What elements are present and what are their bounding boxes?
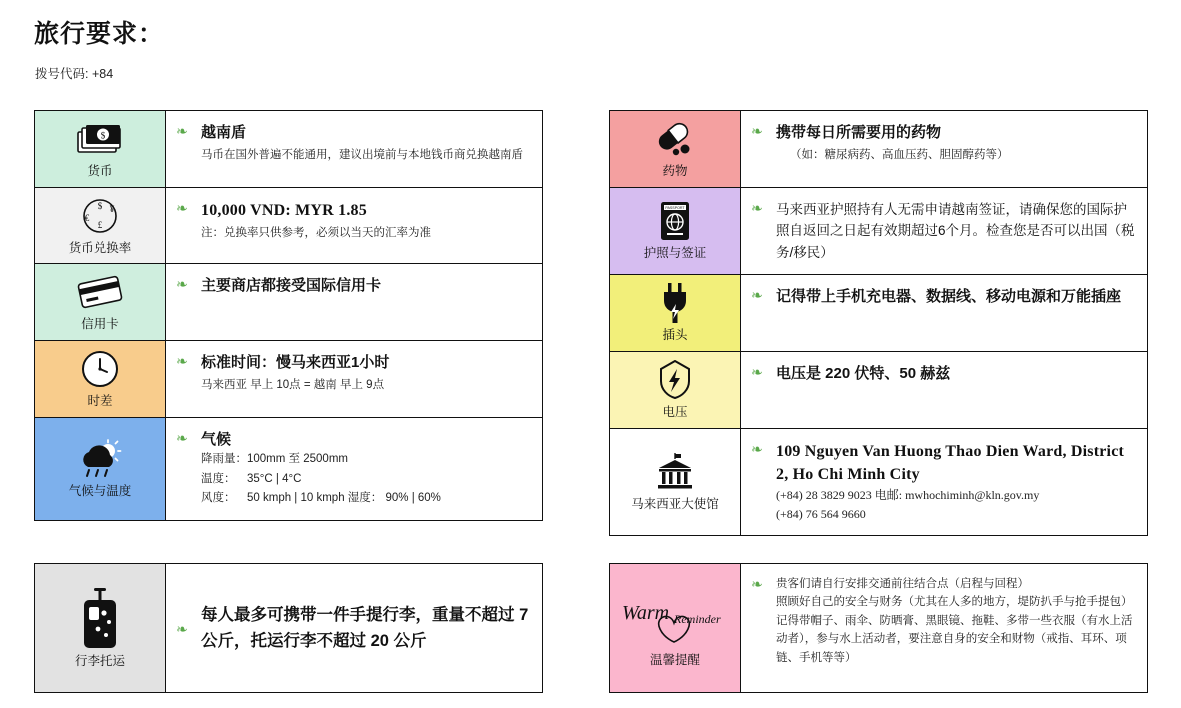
warm-reminder-line-1: 贵客们请自行安排交通前往结合点（启程与回程） bbox=[776, 578, 1029, 590]
content-passport bbox=[741, 188, 1147, 275]
content-warm-reminder bbox=[741, 564, 1147, 692]
content-medicine bbox=[741, 111, 1147, 187]
weather-temperature-key: 温度： bbox=[201, 472, 236, 485]
table-row-baggage bbox=[34, 563, 543, 693]
icon-label-weather: 气候与温度 bbox=[68, 483, 132, 498]
time-difference-headline: 标准时间：慢马来西亚1小时 bbox=[201, 353, 390, 371]
content-weather bbox=[166, 418, 542, 520]
weather-temperature-value: 35°C | 4°C bbox=[247, 472, 302, 485]
icon-label-currency: 货币 bbox=[87, 164, 113, 178]
icon-cell-credit-card bbox=[35, 264, 166, 340]
baggage-headline: 每人最多可携带一件手提行李，重量不超过 7 公斤，托运行李不超过 20 公斤 bbox=[201, 605, 529, 650]
weather-icon bbox=[74, 439, 126, 479]
leaf-icon: ❧ bbox=[751, 123, 763, 139]
leaf-icon: ❧ bbox=[176, 621, 188, 637]
svg-text:$: $ bbox=[97, 200, 103, 211]
plug-headline: 记得带上手机充电器、数据线、移动电源和万能插座 bbox=[776, 288, 1122, 306]
content-plug bbox=[741, 275, 1147, 351]
embassy-contact-2: (+84) 76 564 9660 bbox=[776, 507, 866, 522]
table-row-warm-reminder bbox=[609, 563, 1148, 693]
icon-cell-passport bbox=[610, 188, 741, 275]
icon-cell-plug bbox=[610, 275, 741, 351]
medicine-icon bbox=[652, 119, 698, 159]
svg-text:€: € bbox=[84, 212, 90, 223]
icon-cell-currency bbox=[35, 111, 166, 187]
table-row-plug bbox=[609, 274, 1148, 351]
table-row-currency bbox=[34, 110, 543, 187]
weather-wind-key: 风度： bbox=[201, 492, 236, 505]
warm-reminder-icon bbox=[616, 588, 734, 648]
leaf-icon: ❧ bbox=[176, 352, 188, 369]
dial-code-text: 拨号代码: +84 bbox=[35, 67, 114, 81]
icon-cell-time-difference bbox=[35, 341, 166, 417]
embassy-icon bbox=[653, 452, 697, 492]
warm-reminder-table bbox=[609, 563, 1148, 693]
exchange-rate-headline: 10,000 VND: MYR 1.85 bbox=[201, 201, 367, 219]
table-row-time-difference bbox=[34, 340, 543, 417]
page-title: 旅行要求： bbox=[34, 20, 165, 48]
table-row-voltage bbox=[609, 351, 1148, 428]
leaf-icon: ❧ bbox=[751, 440, 763, 457]
time-difference-sub: 马来西亚 早上 10点 = 越南 早上 9点 bbox=[201, 378, 385, 391]
leaf-icon: ❧ bbox=[751, 287, 763, 304]
svg-text:Reminder: Reminder bbox=[674, 612, 721, 627]
embassy-address: 109 Nguyen Van Huong Thao Dien Ward, District 2, Ho Chi Minh City bbox=[776, 442, 1125, 483]
icon-cell-voltage bbox=[610, 352, 741, 428]
leaf-icon: ❧ bbox=[751, 199, 763, 216]
leaf-icon: ❧ bbox=[176, 123, 188, 139]
baggage-table bbox=[34, 563, 543, 693]
voltage-headline: 电压是 220 伏特、50 赫兹 bbox=[776, 365, 951, 383]
currency-headline: 越南盾 bbox=[201, 124, 247, 141]
icon-cell-embassy bbox=[610, 429, 741, 536]
exchange-rate-sub: 注：兑换率只供参考，必须以当天的汇率为准 bbox=[201, 226, 431, 239]
leaf-icon: ❧ bbox=[751, 576, 763, 592]
content-currency bbox=[166, 111, 542, 187]
credit-card-headline: 主要商店都接受国际信用卡 bbox=[201, 277, 382, 295]
currency-exchange-icon bbox=[77, 196, 123, 236]
icon-label-credit-card: 信用卡 bbox=[81, 317, 119, 332]
voltage-icon bbox=[658, 360, 692, 400]
icon-cell-warm-reminder bbox=[610, 564, 741, 692]
left-column-table bbox=[34, 110, 543, 521]
leaf-icon: ❧ bbox=[176, 429, 188, 446]
weather-wind-value: 50 kmph | 10 kmph 湿度： 90% | 60% bbox=[247, 492, 441, 505]
table-row-embassy bbox=[609, 428, 1148, 537]
icon-label-exchange-rate: 货币兑换率 bbox=[68, 240, 132, 255]
icon-cell-exchange-rate bbox=[35, 188, 166, 264]
luggage-icon bbox=[78, 587, 122, 649]
table-row-medicine bbox=[609, 110, 1148, 187]
weather-rainfall-value: 100mm 至 2500mm bbox=[247, 453, 348, 466]
table-row-credit-card bbox=[34, 263, 543, 340]
passport-icon bbox=[658, 201, 692, 241]
weather-headline: 气候 bbox=[201, 430, 232, 448]
content-time-difference bbox=[166, 341, 542, 417]
svg-text:Warm: Warm bbox=[622, 602, 670, 625]
icon-label-plug: 插头 bbox=[662, 328, 688, 343]
money-icon bbox=[77, 119, 123, 159]
medicine-headline: 携带每日所需要用的药物 bbox=[776, 124, 942, 141]
passport-body: 马来西亚护照持有人无需申请越南签证，请确保您的国际护照自返回之日起有效期超过6个月。检查您是否可以出国（税务/移民） bbox=[776, 201, 1135, 260]
weather-wind-humidity bbox=[201, 489, 530, 509]
icon-cell-baggage bbox=[35, 564, 166, 692]
right-column-table bbox=[609, 110, 1148, 536]
icon-cell-medicine bbox=[610, 111, 741, 187]
table-row-passport bbox=[609, 187, 1148, 275]
leaf-icon: ❧ bbox=[176, 199, 188, 216]
table-row-weather bbox=[34, 417, 543, 521]
currency-sub: 马币在国外普遍不能通用，建议出境前与本地钱币商兑换越南盾 bbox=[201, 148, 523, 161]
weather-rainfall-key: 降雨量： bbox=[201, 453, 247, 466]
icon-label-warm-reminder: 温馨提醒 bbox=[649, 653, 700, 668]
table-row-exchange-rate bbox=[34, 187, 543, 264]
content-exchange-rate bbox=[166, 188, 542, 264]
icon-label-voltage: 电压 bbox=[662, 405, 688, 420]
icon-cell-weather bbox=[35, 418, 166, 520]
embassy-contact-1: (+84) 28 3829 9023 电邮: mwhochiminh@kln.gov.my bbox=[776, 488, 1040, 503]
leaf-icon: ❧ bbox=[751, 364, 763, 381]
clock-icon bbox=[79, 349, 121, 389]
weather-rainfall bbox=[201, 450, 530, 470]
svg-text:$: $ bbox=[100, 130, 106, 141]
svg-text:¥: ¥ bbox=[109, 203, 115, 214]
icon-label-baggage: 行李托运 bbox=[74, 654, 125, 669]
svg-text:£: £ bbox=[97, 219, 103, 230]
leaf-icon: ❧ bbox=[176, 276, 188, 293]
icon-label-passport: 护照与签证 bbox=[643, 246, 707, 261]
icon-label-medicine: 药物 bbox=[662, 164, 688, 178]
content-embassy bbox=[741, 429, 1147, 536]
svg-text:PASSPORT: PASSPORT bbox=[665, 206, 685, 211]
content-voltage bbox=[741, 352, 1147, 428]
content-credit-card bbox=[166, 264, 542, 340]
credit-card-icon bbox=[76, 272, 124, 312]
icon-label-time-difference: 时差 bbox=[87, 393, 113, 408]
icon-label-embassy: 马来西亚大使馆 bbox=[631, 497, 719, 512]
plug-icon bbox=[657, 283, 693, 323]
warm-reminder-line-2: 照顾好自己的安全与财务（尤其在人多的地方，堤防扒手与抢手提包） bbox=[776, 596, 1133, 609]
warm-reminder-line-3: 记得带帽子、雨伞、防晒膏、黑眼镜、拖鞋、多带一些衣服（有水上活动者），参与水上活动者，要注意自身的安全和财物（戒指、耳环、项链、手机等等） bbox=[776, 614, 1133, 664]
weather-temperature bbox=[201, 470, 530, 490]
content-baggage bbox=[166, 564, 542, 692]
medicine-sub: （如：糖尿病药、高血压药、胆固醇药等） bbox=[790, 148, 1009, 161]
